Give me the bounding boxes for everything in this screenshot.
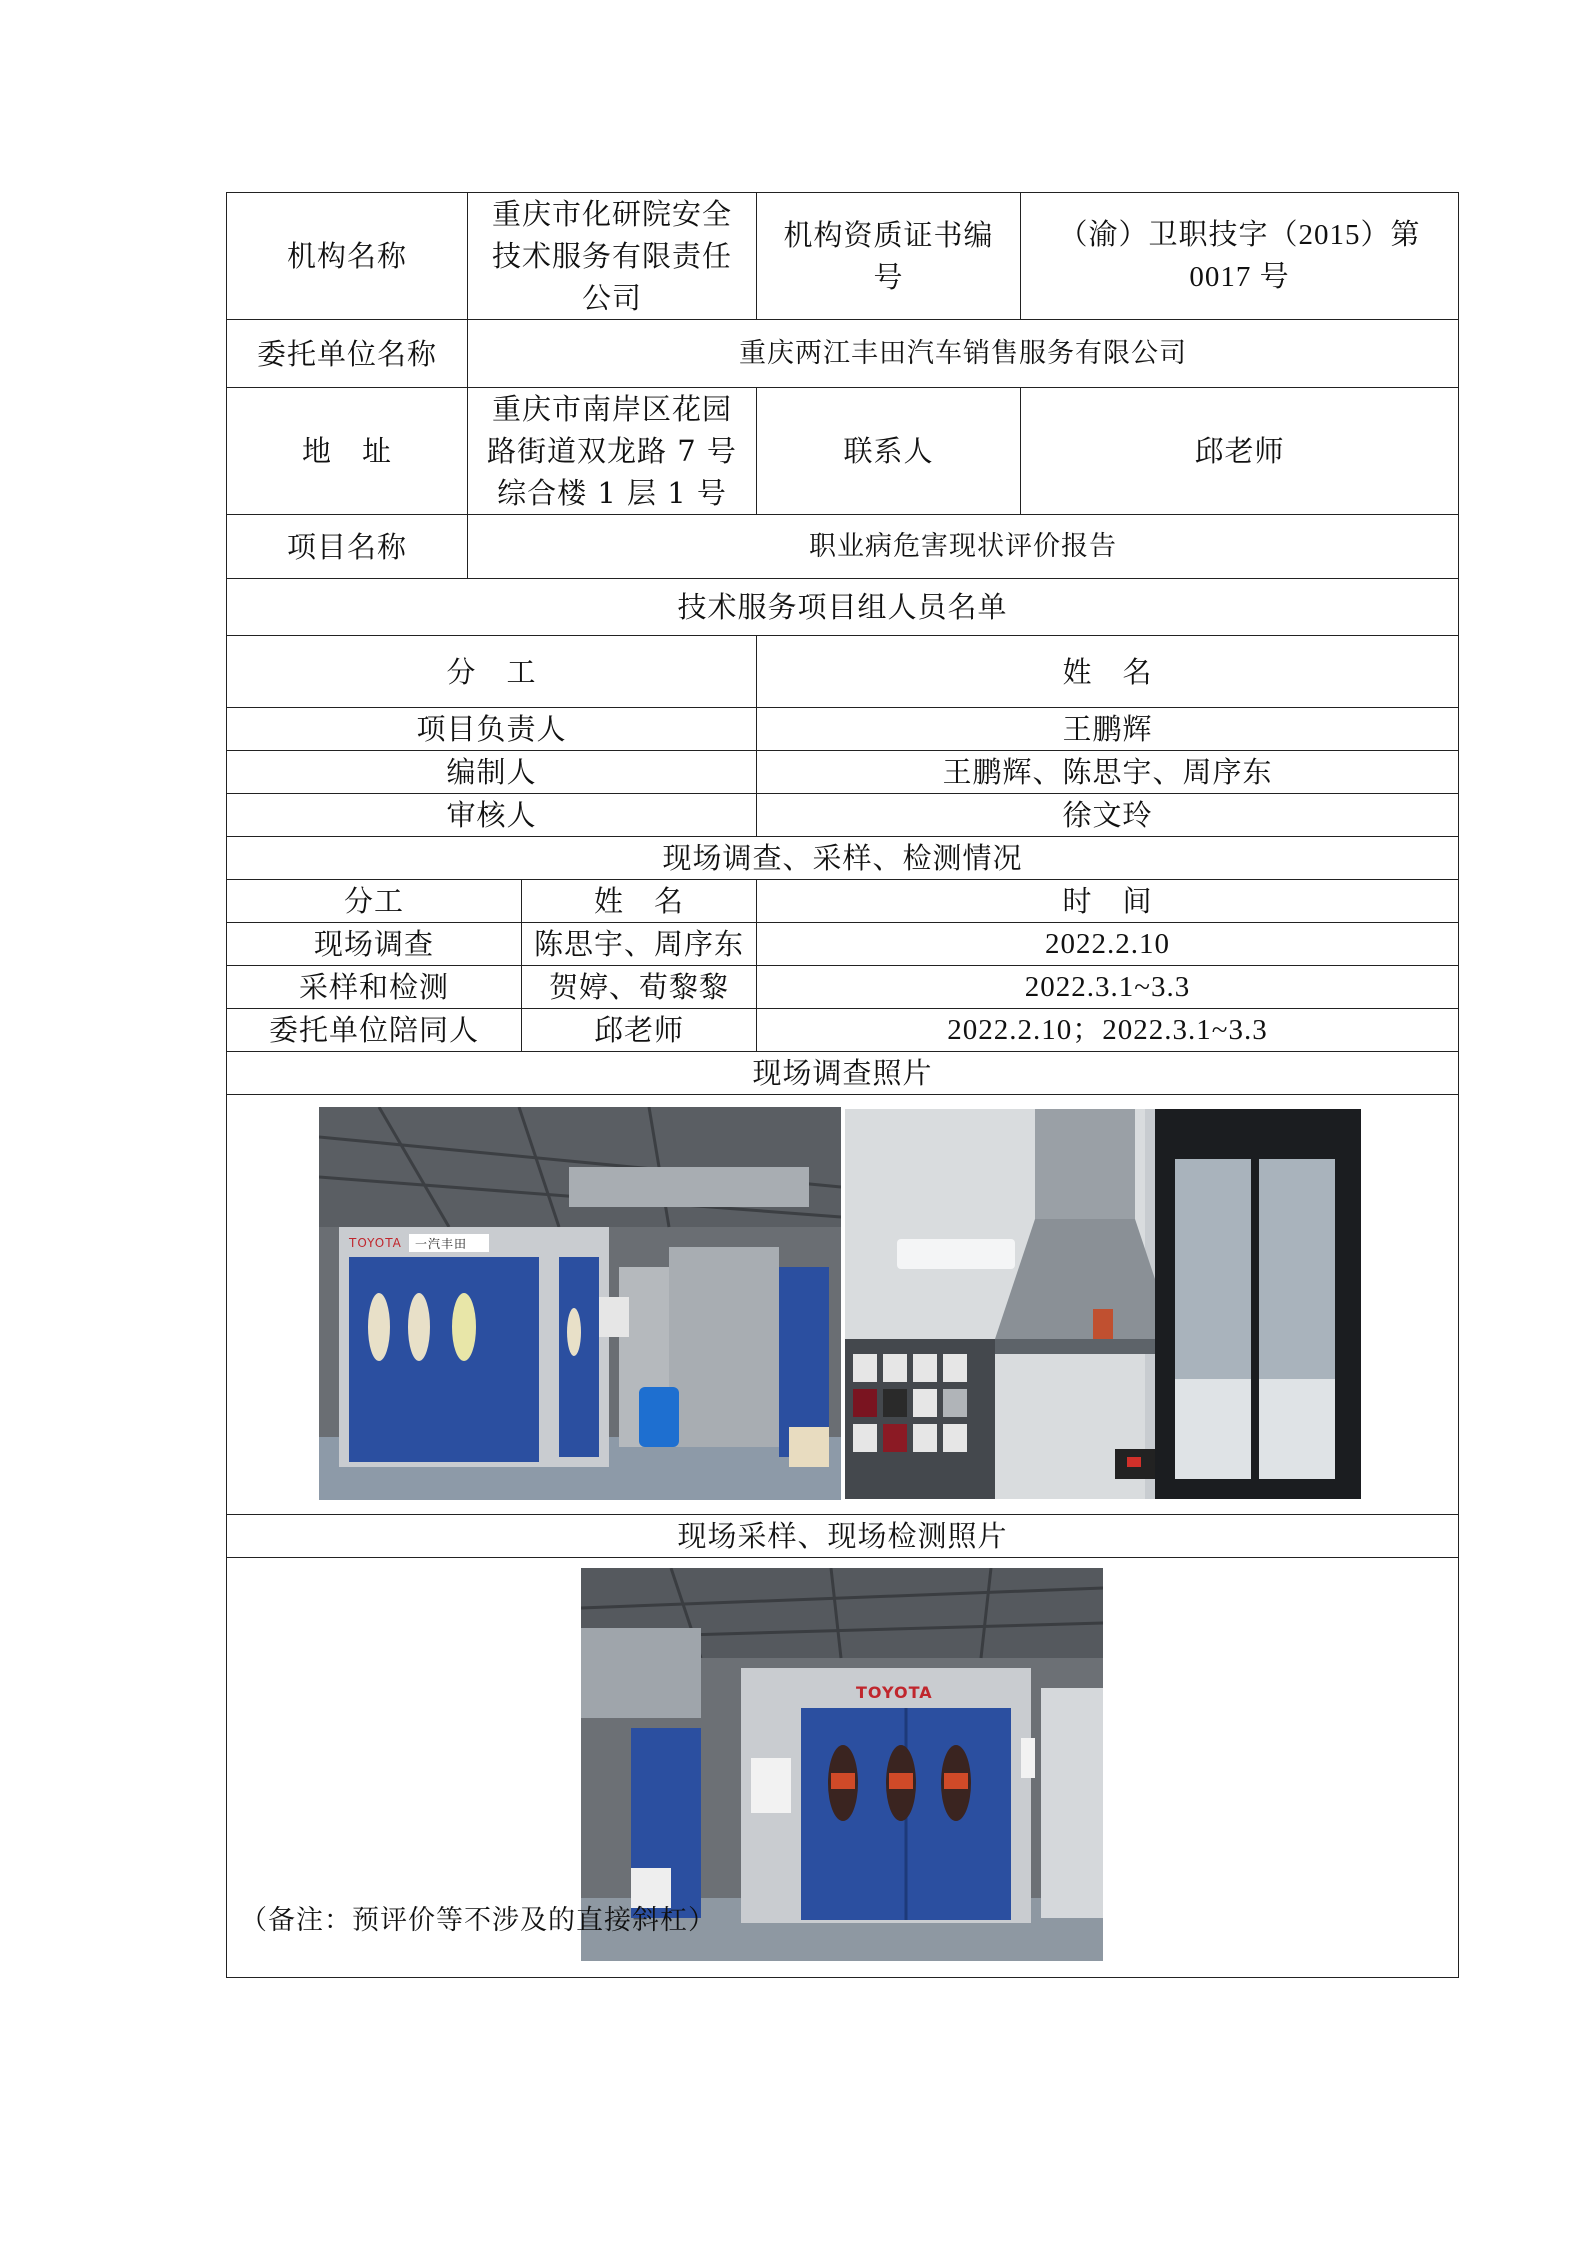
survey-time-cell: 2022.2.10；2022.3.1~3.3 [757,1009,1459,1052]
footnote: （备注：预评价等不涉及的直接斜杠） [240,1905,716,1936]
team-col-role: 分 工 [227,636,757,708]
survey-col-role: 分工 [227,880,522,923]
paint-booth-photo [319,1107,841,1500]
team-role-cell: 编制人 [227,751,757,794]
svg-text:TOYOTA: TOYOTA [349,1236,402,1250]
survey-photos-title: 现场调查照片 [227,1052,1459,1095]
svg-text:一汽丰田: 一汽丰田 [415,1237,468,1251]
team-name-cell: 王鹏辉、陈思宇、周序东 [757,751,1459,794]
team-name-cell: 王鹏辉 [757,708,1459,751]
client-name-value: 重庆两江丰田汽车销售服务有限公司 [468,320,1459,388]
survey-col-time: 时 间 [757,880,1459,923]
team-role-cell: 项目负责人 [227,708,757,751]
survey-role-cell: 委托单位陪同人 [227,1009,522,1052]
exhaust-hood-photo [845,1109,1361,1499]
org-name-value: 重庆市化研院安全技术服务有限责任公司 [468,193,757,320]
survey-name-cell: 贺婷、荀黎黎 [522,966,757,1009]
svg-text:TOYOTA: TOYOTA [856,1683,933,1702]
survey-role-cell: 采样和检测 [227,966,522,1009]
survey-name-cell: 邱老师 [522,1009,757,1052]
team-col-name: 姓 名 [757,636,1459,708]
address-label: 地 址 [227,388,468,515]
team-role-cell: 审核人 [227,794,757,837]
client-name-label: 委托单位名称 [227,320,468,388]
survey-name-cell: 陈思宇、周序东 [522,923,757,966]
project-name-label: 项目名称 [227,515,468,579]
contact-label: 联系人 [757,388,1021,515]
info-table [226,192,1459,1978]
survey-section-title: 现场调查、采样、检测情况 [227,837,1459,880]
sampling-photos-title: 现场采样、现场检测照片 [227,1515,1459,1558]
org-name-label: 机构名称 [227,193,468,320]
address-value: 重庆市南岸区花园路街道双龙路 7 号综合楼 1 层 1 号 [468,388,757,515]
cert-number-label: 机构资质证书编号 [757,193,1021,320]
team-section-title: 技术服务项目组人员名单 [227,579,1459,636]
contact-value: 邱老师 [1021,388,1459,515]
survey-time-cell: 2022.3.1~3.3 [757,966,1459,1009]
survey-photos-cell [227,1095,1459,1515]
qualification-form [226,192,1458,1978]
project-name-value: 职业病危害现状评价报告 [468,515,1459,579]
cert-number-value: （渝）卫职技字（2015）第 0017 号 [1021,193,1459,320]
survey-time-cell: 2022.2.10 [757,923,1459,966]
team-name-cell: 徐文玲 [757,794,1459,837]
survey-role-cell: 现场调查 [227,923,522,966]
survey-col-name: 姓 名 [522,880,757,923]
